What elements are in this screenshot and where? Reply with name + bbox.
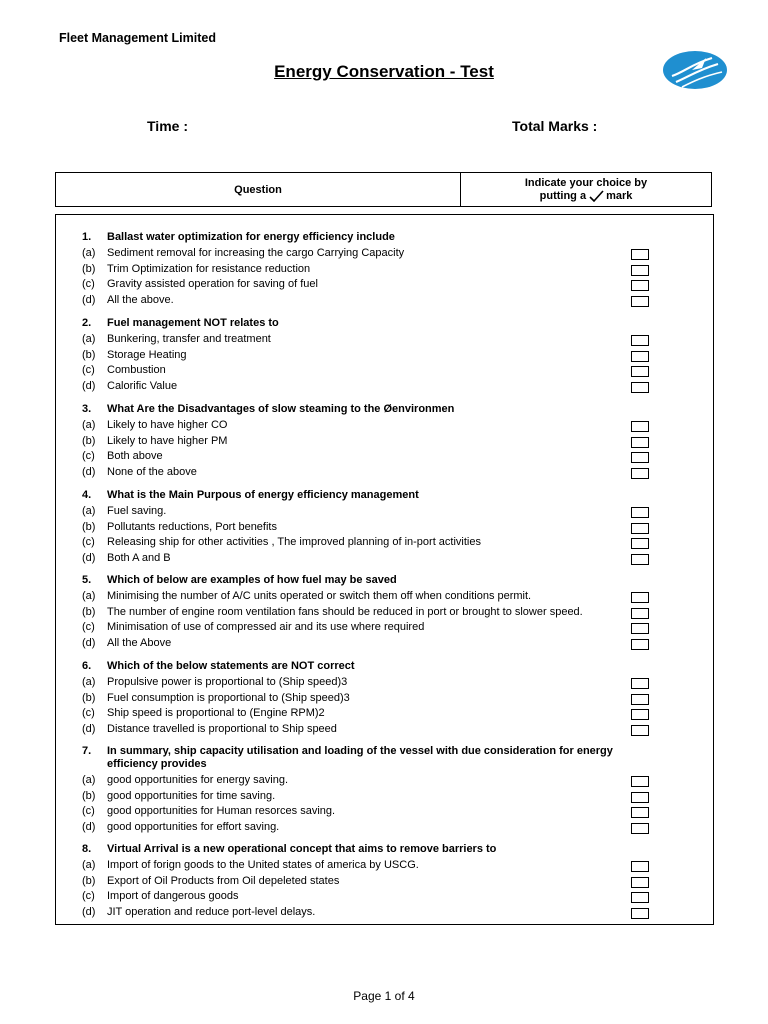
option-text: Sediment removal for increasing the cargo Carrying Capacity — [107, 247, 405, 259]
choice-column-header — [461, 173, 711, 206]
option-text: Likely to have higher PM — [107, 434, 228, 447]
option-letter: (b) — [82, 434, 96, 447]
question-3 — [82, 403, 642, 416]
question-text: What Are the Disadvantages of slow steaming to the Øenvironmen — [107, 403, 455, 415]
option-letter: (c) — [82, 536, 95, 549]
answer-checkbox[interactable] — [631, 296, 649, 307]
option-row — [82, 906, 662, 919]
option-text: Both above — [107, 450, 163, 463]
option-text: Distance travelled is proportional to Ship speed — [107, 723, 337, 736]
option-text: All the Above — [107, 637, 172, 650]
option-row — [82, 247, 662, 260]
question-6 — [82, 660, 642, 673]
option-row — [82, 380, 662, 393]
option-row — [82, 450, 662, 463]
option-text: Propulsive power is proportional to (Ship speed)3 — [107, 676, 348, 688]
answer-checkbox[interactable] — [631, 335, 649, 346]
page-number: Page 1 of 4 — [353, 989, 415, 1003]
option-letter: (b) — [82, 874, 96, 887]
option-text: All the above. — [107, 294, 174, 307]
option-text: Pollutants reductions, Port benefits — [107, 520, 277, 533]
question-text: Which of the below statements are NOT correct — [107, 660, 355, 672]
choice-header-post: mark — [606, 189, 633, 202]
option-row — [82, 536, 662, 549]
option-row — [82, 466, 662, 479]
option-row — [82, 521, 662, 534]
question-7 — [82, 745, 642, 771]
question-8 — [82, 843, 642, 856]
option-row — [82, 333, 662, 346]
option-row — [82, 606, 662, 619]
option-letter: (a) — [82, 590, 96, 602]
answer-checkbox[interactable] — [631, 623, 649, 634]
option-letter: (a) — [82, 247, 96, 259]
company-name: Fleet Management Limited — [59, 31, 216, 45]
option-letter: (d) — [82, 637, 96, 650]
option-row — [82, 707, 662, 720]
option-text: Calorific Value — [107, 380, 178, 393]
question-number: 4. — [82, 489, 92, 501]
question-text: What is the Main Purpous of energy efficiency management — [107, 489, 419, 501]
question-number: 8. — [82, 843, 92, 855]
option-text: good opportunities for Human resorces saving. — [107, 805, 336, 818]
question-number: 2. — [82, 317, 92, 329]
choice-header-line1: Indicate your choice by — [524, 176, 648, 189]
option-letter: (d) — [82, 466, 96, 479]
answer-checkbox[interactable] — [631, 554, 649, 565]
option-text: None of the above — [107, 466, 197, 479]
option-letter: (a) — [82, 859, 96, 871]
option-letter: (a) — [82, 505, 96, 517]
answer-checkbox[interactable] — [631, 694, 649, 705]
option-row — [82, 774, 662, 787]
option-letter: (a) — [82, 774, 96, 786]
option-letter: (d) — [82, 723, 96, 736]
option-text: Trim Optimization for resistance reduction — [107, 262, 311, 275]
option-row — [82, 621, 662, 634]
question-number: 1. — [82, 231, 92, 243]
option-letter: (c) — [82, 450, 95, 463]
option-row — [82, 505, 662, 518]
page-title: Energy Conservation - Test — [274, 62, 494, 81]
question-number: 6. — [82, 660, 92, 672]
answer-checkbox[interactable] — [631, 792, 649, 803]
option-text: The number of engine room ventilation fans should be reduced in port or brought to slower speed. — [107, 605, 583, 618]
option-letter: (d) — [82, 552, 96, 565]
option-row — [82, 821, 662, 834]
question-text: Ballast water optimization for energy efficiency include — [107, 231, 395, 243]
option-row — [82, 859, 662, 872]
question-5 — [82, 574, 642, 587]
option-text: Releasing ship for other activities , The improved planning of in-port activities — [107, 536, 481, 549]
answer-checkbox[interactable] — [631, 452, 649, 463]
option-text: Storage Heating — [107, 348, 187, 361]
option-letter: (c) — [82, 278, 95, 291]
answer-checkbox[interactable] — [631, 725, 649, 736]
answer-checkbox[interactable] — [631, 468, 649, 479]
option-row — [82, 552, 662, 565]
question-2 — [82, 317, 642, 330]
option-text: good opportunities for effort saving. — [107, 821, 280, 834]
answer-checkbox[interactable] — [631, 382, 649, 393]
option-row — [82, 723, 662, 736]
option-text: Export of Oil Products from Oil depeleted states — [107, 874, 340, 887]
option-letter: (b) — [82, 605, 96, 618]
answer-checkbox[interactable] — [631, 366, 649, 377]
option-text: Minimisation of use of compressed air and its use where required — [107, 621, 425, 634]
option-text: Combustion — [107, 364, 166, 377]
option-row — [82, 435, 662, 448]
checkmark-icon — [588, 190, 604, 202]
answer-checkbox[interactable] — [631, 877, 649, 888]
answer-checkbox[interactable] — [631, 807, 649, 818]
option-text: Ship speed is proportional to (Engine RPM)2 — [107, 707, 325, 720]
option-row — [82, 278, 662, 291]
option-letter: (a) — [82, 419, 96, 431]
question-text: In summary, ship capacity utilisation and loading of the vessel with due consideration for energy efficiency provides — [107, 745, 613, 770]
answer-checkbox[interactable] — [631, 249, 649, 260]
option-text: Fuel saving. — [107, 505, 167, 517]
option-text: Both A and B — [107, 552, 171, 565]
answer-checkbox[interactable] — [631, 861, 649, 872]
option-letter: (c) — [82, 707, 95, 720]
answer-checkbox[interactable] — [631, 592, 649, 603]
answer-checkbox[interactable] — [631, 507, 649, 518]
answer-checkbox[interactable] — [631, 678, 649, 689]
option-letter: (b) — [82, 262, 96, 275]
option-row — [82, 349, 662, 362]
option-row — [82, 692, 662, 705]
answer-checkbox[interactable] — [631, 608, 649, 619]
answer-checkbox[interactable] — [631, 437, 649, 448]
answer-checkbox[interactable] — [631, 776, 649, 787]
option-letter: (b) — [82, 691, 96, 704]
table-header — [55, 172, 712, 207]
option-letter: (c) — [82, 890, 95, 903]
option-row — [82, 590, 662, 603]
question-number: 3. — [82, 403, 92, 415]
option-letter: (a) — [82, 333, 96, 345]
option-row — [82, 419, 662, 432]
option-text: good opportunities for energy saving. — [107, 774, 289, 786]
questions-box — [55, 214, 714, 925]
option-text: JIT operation and reduce port-level delays. — [107, 906, 316, 919]
option-row — [82, 890, 662, 903]
question-text: Which of below are examples of how fuel may be saved — [107, 574, 397, 586]
question-column-header: Question — [56, 173, 461, 206]
total-marks-label: Total Marks : — [512, 118, 598, 134]
option-row — [82, 805, 662, 818]
option-text: Bunkering, transfer and treatment — [107, 333, 271, 345]
option-text: Gravity assisted operation for saving of fuel — [107, 278, 318, 291]
option-letter: (d) — [82, 906, 96, 919]
question-1 — [82, 231, 642, 244]
question-text: Virtual Arrival is a new operational concept that aims to remove barriers to — [107, 843, 497, 855]
option-letter: (b) — [82, 348, 96, 361]
answer-checkbox[interactable] — [631, 639, 649, 650]
option-letter: (a) — [82, 676, 96, 688]
option-row — [82, 676, 662, 689]
answer-checkbox[interactable] — [631, 280, 649, 291]
answer-checkbox[interactable] — [631, 709, 649, 720]
option-letter: (b) — [82, 789, 96, 802]
question-4 — [82, 489, 642, 502]
answer-checkbox[interactable] — [631, 421, 649, 432]
option-row — [82, 294, 662, 307]
answer-checkbox[interactable] — [631, 823, 649, 834]
answer-checkbox[interactable] — [631, 265, 649, 276]
option-letter: (d) — [82, 380, 96, 393]
option-text: Import of forign goods to the United states of america by USCG. — [107, 859, 419, 871]
answer-checkbox[interactable] — [631, 351, 649, 362]
option-row — [82, 263, 662, 276]
option-letter: (c) — [82, 805, 95, 818]
option-letter: (d) — [82, 821, 96, 834]
option-text: Likely to have higher CO — [107, 419, 228, 431]
choice-header-pre: putting a — [539, 189, 587, 202]
option-letter: (d) — [82, 294, 96, 307]
answer-checkbox[interactable] — [631, 892, 649, 903]
question-text: Fuel management NOT relates to — [107, 317, 279, 329]
option-row — [82, 637, 662, 650]
time-label: Time : — [147, 118, 188, 134]
option-letter: (c) — [82, 364, 95, 377]
question-number: 5. — [82, 574, 92, 586]
answer-checkbox[interactable] — [631, 523, 649, 534]
question-number: 7. — [82, 745, 92, 757]
option-text: Fuel consumption is proportional to (Ship speed)3 — [107, 691, 350, 704]
option-text: Minimising the number of A/C units operated or switch them off when conditions permit. — [107, 590, 532, 602]
answer-checkbox[interactable] — [631, 538, 649, 549]
option-row — [82, 875, 662, 888]
option-row — [82, 790, 662, 803]
option-text: Import of dangerous goods — [107, 890, 239, 903]
answer-checkbox[interactable] — [631, 908, 649, 919]
option-letter: (c) — [82, 621, 95, 634]
option-letter: (b) — [82, 520, 96, 533]
option-text: good opportunities for time saving. — [107, 789, 276, 802]
option-row — [82, 364, 662, 377]
